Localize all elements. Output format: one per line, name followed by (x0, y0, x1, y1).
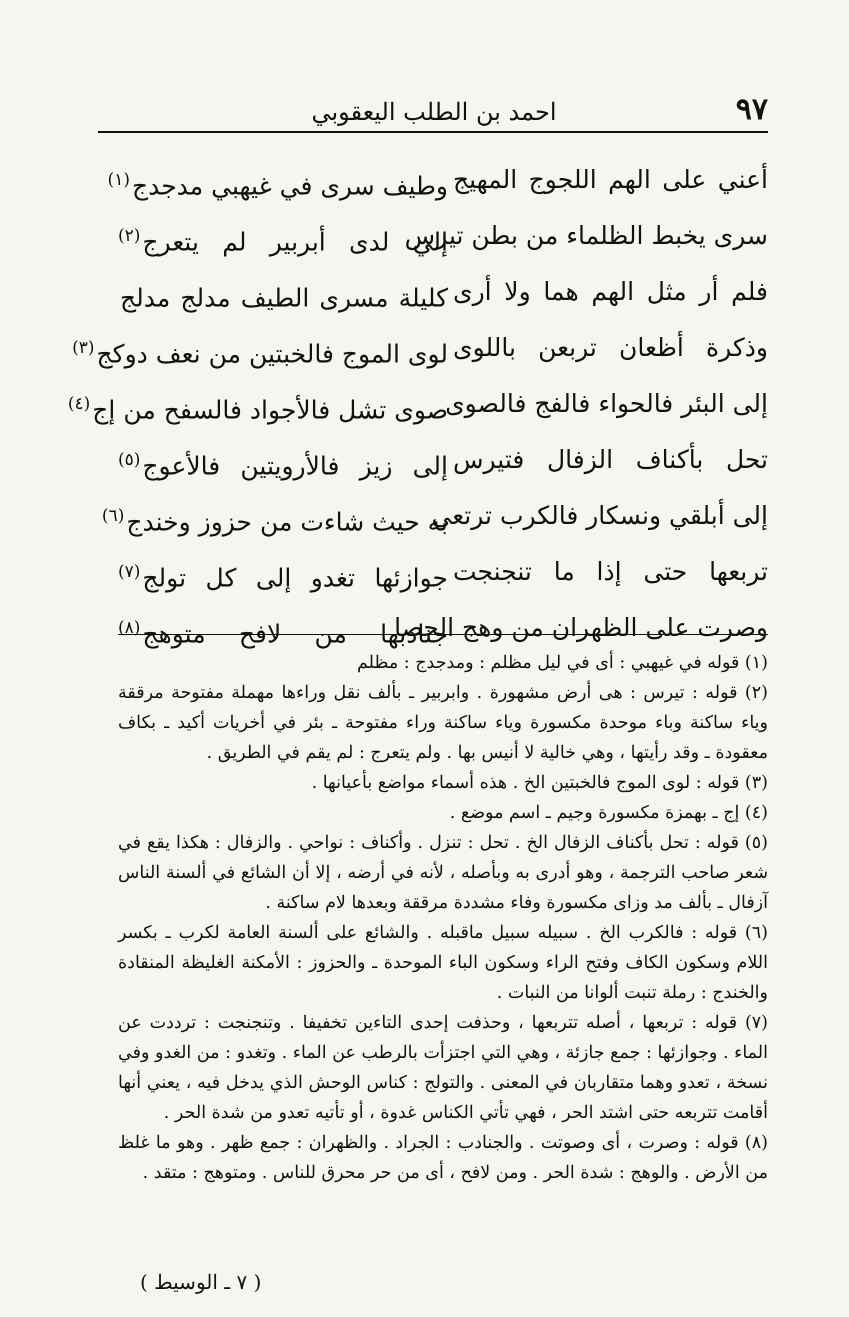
second-hemistich (107, 152, 448, 214)
second-hemistich-text: وطيف سرى في غيهبي مدجدج (131, 171, 448, 201)
verse (67, 376, 768, 432)
second-hemistich (118, 208, 448, 270)
footnote: (٤) إج ـ بهمزة مكسورة وجيم ـ اسم موضع . (449, 803, 768, 823)
second-hemistich (118, 544, 448, 606)
second-hemistich-text: إلى زيز فالأرويتين فالأعوج (142, 451, 448, 481)
verse (118, 264, 768, 320)
footnote: (٥) قوله : تحل بأكناف الزفال الخ . تحل : تنزل . وأكناف : نواحي . والزفال : هكذا يقع في شعر صاحب الترجمة ، وهو أدرى به وبأصله ، لأنه في أرضه ، إلا أن الشائع في ألسنة الناس آزفال ـ بألف مد وزاى مكسورة وفاء مشددة مرققة وبعدها لام ساكنة . (118, 833, 768, 913)
signature-mark: ( ٧ ـ الوسيط ) (140, 1270, 262, 1294)
second-hemistich-text: به حيث شاءت من حزوز وخندج (126, 507, 448, 537)
second-hemistich-text: جنادبها من لافح متوهج (142, 619, 448, 649)
footnote-marker: (٢) (118, 226, 141, 246)
page-header (100, 92, 768, 132)
verse (107, 152, 768, 208)
poem (67, 152, 768, 656)
verse (118, 208, 768, 264)
header-rule (98, 131, 768, 133)
verse (118, 544, 768, 600)
first-hemistich: إلى أبلقي ونسكار فالكرب ترتعي (431, 501, 768, 530)
second-hemistich (118, 264, 448, 326)
first-hemistich: إلى البئر فالحواء فالفج فالصوى (445, 389, 768, 418)
second-hemistich-text: لوى الموج فالخبتين من نعف دوكج (96, 339, 448, 369)
first-hemistich: تحل بأكناف الزفال فتيرس (453, 445, 768, 474)
footnote-marker: (٥) (118, 450, 141, 470)
footnotes (118, 648, 768, 1188)
footnote: (٦) قوله : فالكرب الخ . سبيله سبيل ماقبله . والشائع على ألسنة العامة لكرب ـ بكسر اللام وسكون الكاف وفتح الراء وسكون الباء الموحدة ـ والحزوز : الأمكنة الغليظة المنقادة والخندج : رملة تنبت ألوانا من النبات . (118, 923, 768, 1003)
first-hemistich: أعني على الهم اللجوج المهيج (453, 165, 768, 194)
first-hemistich: وذكرة أظعان تربعن باللوى (453, 333, 768, 362)
footnote: (٣) قوله : لوى الموج فالخبتين الخ . هذه أسماء مواضع بأعيانها . (311, 773, 768, 793)
verse (118, 432, 768, 488)
footnote-marker: (١) (107, 170, 130, 190)
footnote-marker: (٦) (101, 506, 125, 526)
first-hemistich: وصرت على الظهران من وهج الحصا (394, 613, 768, 642)
footnote-marker: (٧) (118, 562, 141, 582)
second-hemistich-text: إلي لدى أبربير لم يتعرج (142, 227, 448, 257)
first-hemistich: فلم أر مثل الهم هما ولا أرى (453, 277, 768, 306)
first-hemistich: سرى يخبط الظلماء من بطن تيرس (404, 221, 768, 250)
footnote-marker: (٣) (72, 338, 95, 358)
footnote: (٧) قوله : تربعها ، أصله تتربعها ، وحذفت إحدى التاءين تخفيفا . وتنجنجت : ترددت عن الماء . وجوازئها : جمع جازئة ، وهي التي اجتزأت بالرطب عن الماء . وتغدو : من الغدو وفي نسخة ، تعدو وهما متقاربان في المعنى . والتولج : كناس الوحش الذي يدخل فيه ، يعني أنها أقامت تتربعه حتى اشتد الحر ، فهي تأتي الكناس غدوة ، أو تأتيه تعدو من شدة الحر . (118, 1013, 768, 1123)
second-hemistich-text: كليلة مسرى الطيف مدلج مدلج (120, 283, 448, 313)
verse (72, 320, 768, 376)
second-hemistich (67, 376, 448, 438)
footnote-rule (118, 634, 768, 635)
first-hemistich: تربعها حتى إذا ما تنجنجت (453, 557, 768, 586)
running-title: احمد بن الطلب اليعقوبي (311, 98, 557, 126)
second-hemistich (118, 432, 448, 494)
footnote-marker: (٤) (67, 394, 91, 414)
page-number: ٩٧ (735, 92, 768, 127)
second-hemistich (101, 488, 448, 550)
footnote: (٢) قوله : تيرس : هى أرض مشهورة . وابربير ـ بألف نقل وراءها مهملة مفتوحة مرققة وياء ساكنة وباء موحدة مكسورة وياء ساكنة وراء مفتوحة ـ بئر في أخريات أكيد ـ بكاف معقودة ـ وقد رأيتها ، وهي خالية لا أنيس بها . ولم يتعرج : لم يقم في الطريق . (118, 683, 768, 763)
second-hemistich (72, 320, 448, 382)
footnote-marker: (٨) (118, 618, 141, 638)
second-hemistich-text: صوى تشل فالأجواد فالسفح من إج (92, 395, 448, 425)
footnote: (٨) قوله : وصرت ، أى وصوتت . والجنادب : الجراد . والظهران : جمع ظهر . وهو ما غلظ من الأرض . والوهج : شدة الحر . ومن لافح ، أى من حر محرق للناس . ومتوهج : متقد . (118, 1133, 768, 1183)
second-hemistich-text: جوازئها تغدو إلى كل تولج (142, 563, 448, 593)
footnote: (١) قوله في غيهبي : أى في ليل مظلم : ومدجدج : مظلم (357, 653, 768, 673)
verse (101, 488, 768, 544)
